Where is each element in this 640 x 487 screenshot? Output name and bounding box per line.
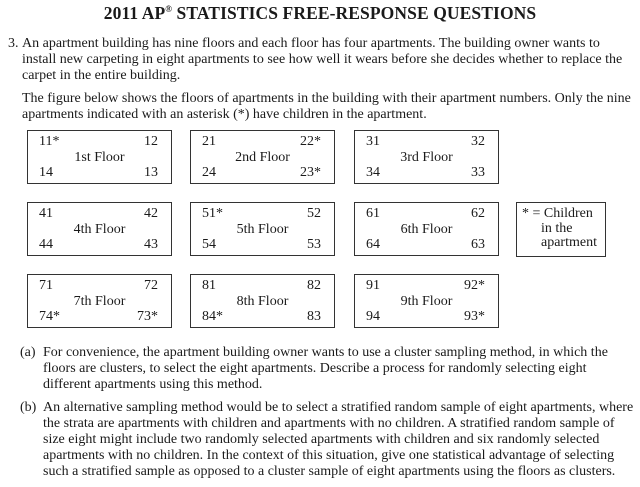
floor-label: 6th Floor: [400, 222, 453, 237]
apt-number: 42: [144, 206, 158, 221]
apt-number: 54: [202, 237, 216, 252]
apt-number: 41: [39, 206, 53, 221]
floor-label: 7th Floor: [73, 294, 126, 309]
apt-number: 51*: [202, 206, 223, 221]
apt-number: 52: [307, 206, 321, 221]
legend-line: in the: [541, 220, 573, 236]
legend-line: * = Children: [522, 206, 593, 221]
floor-label: 2nd Floor: [235, 150, 290, 165]
floor-label: 9th Floor: [400, 294, 453, 309]
apt-number: 64: [366, 237, 380, 252]
apt-number: 23*: [300, 165, 321, 180]
apt-number: 14: [39, 165, 53, 180]
apt-number: 21: [202, 134, 216, 149]
apt-number: 34: [366, 165, 380, 180]
floor-box-6: [354, 202, 499, 256]
page-title: [0, 3, 640, 24]
apt-number: 82: [307, 278, 321, 293]
floor-label: 3rd Floor: [400, 150, 453, 165]
apt-number: 91: [366, 278, 380, 293]
legend-line: apartment: [541, 235, 597, 250]
apt-number: 62: [471, 206, 485, 221]
apt-number: 92*: [464, 278, 485, 293]
floor-box-4: [27, 202, 172, 256]
apt-number: 83: [307, 309, 321, 324]
asterisk-legend: [516, 202, 606, 257]
part-a: [20, 345, 635, 393]
apt-number: 74*: [39, 309, 60, 324]
floor-box-1: [27, 130, 172, 184]
apt-number: 84*: [202, 309, 223, 324]
apt-number: 61: [366, 206, 380, 221]
floor-box-8: [190, 274, 335, 328]
floor-box-2: [190, 130, 335, 184]
part-label: (b): [20, 400, 37, 415]
title-text-rest: STATISTICS FREE-RESPONSE QUESTIONS: [172, 3, 537, 23]
floor-box-7: [27, 274, 172, 328]
part-label: (a): [20, 345, 36, 360]
floor-box-3: [354, 130, 499, 184]
apt-number: 43: [144, 237, 158, 252]
floor-box-9: [354, 274, 499, 328]
figure-description: The figure below shows the floors of apartments in the building with their apartment numbers. Only the nine apartments indicated with an asterisk (*) have children in the apartment.: [22, 91, 631, 122]
question-3: [8, 36, 633, 130]
apt-number: 32: [471, 134, 485, 149]
apt-number: 13: [144, 165, 158, 180]
apt-number: 31: [366, 134, 380, 149]
apt-number: 22*: [300, 134, 321, 149]
apt-number: 33: [471, 165, 485, 180]
floor-box-5: [190, 202, 335, 256]
apt-number: 94: [366, 309, 380, 324]
floor-label: 5th Floor: [236, 222, 289, 237]
apt-number: 72: [144, 278, 158, 293]
question-intro: An apartment building has nine floors and each floor has four apartments. The building owner wants to install new carpeting in eight apartments to see how well it wears before she decides whether to replace the carpet in the entire building.: [22, 36, 623, 83]
apt-number: 53: [307, 237, 321, 252]
floor-label: 8th Floor: [236, 294, 289, 309]
registered-mark: ®: [165, 4, 173, 14]
part-text: An alternative sampling method would be to select a stratified random sample of eight apartments, where the strata are apartments with children and apartments with no children. A stratified random sample of size eight might include two randomly selected apartments with children and six randomly selected apartments with no children. In the context of this situation, give one statistical advantage of selecting such a stratified sample as opposed to a cluster sample of eight apartments using the floors as clusters.: [43, 400, 634, 479]
apt-number: 73*: [137, 309, 158, 324]
floor-label: 4th Floor: [73, 222, 126, 237]
part-text: For convenience, the apartment building owner wants to use a cluster sampling method, in which the floors are clusters, to select the eight apartments. Describe a process for randomly selecting eight different apartments using this method.: [43, 345, 608, 392]
part-b: [20, 400, 635, 480]
question-parts: [20, 345, 635, 487]
apt-number: 63: [471, 237, 485, 252]
title-text: 2011 AP: [103, 3, 166, 23]
apt-number: 93*: [464, 309, 485, 324]
apt-number: 81: [202, 278, 216, 293]
apt-number: 44: [39, 237, 53, 252]
apt-number: 12: [144, 134, 158, 149]
apt-number: 11*: [39, 134, 60, 149]
question-number: 3.: [8, 36, 19, 51]
floor-label: 1st Floor: [74, 150, 125, 165]
apt-number: 71: [39, 278, 53, 293]
apt-number: 24: [202, 165, 216, 180]
